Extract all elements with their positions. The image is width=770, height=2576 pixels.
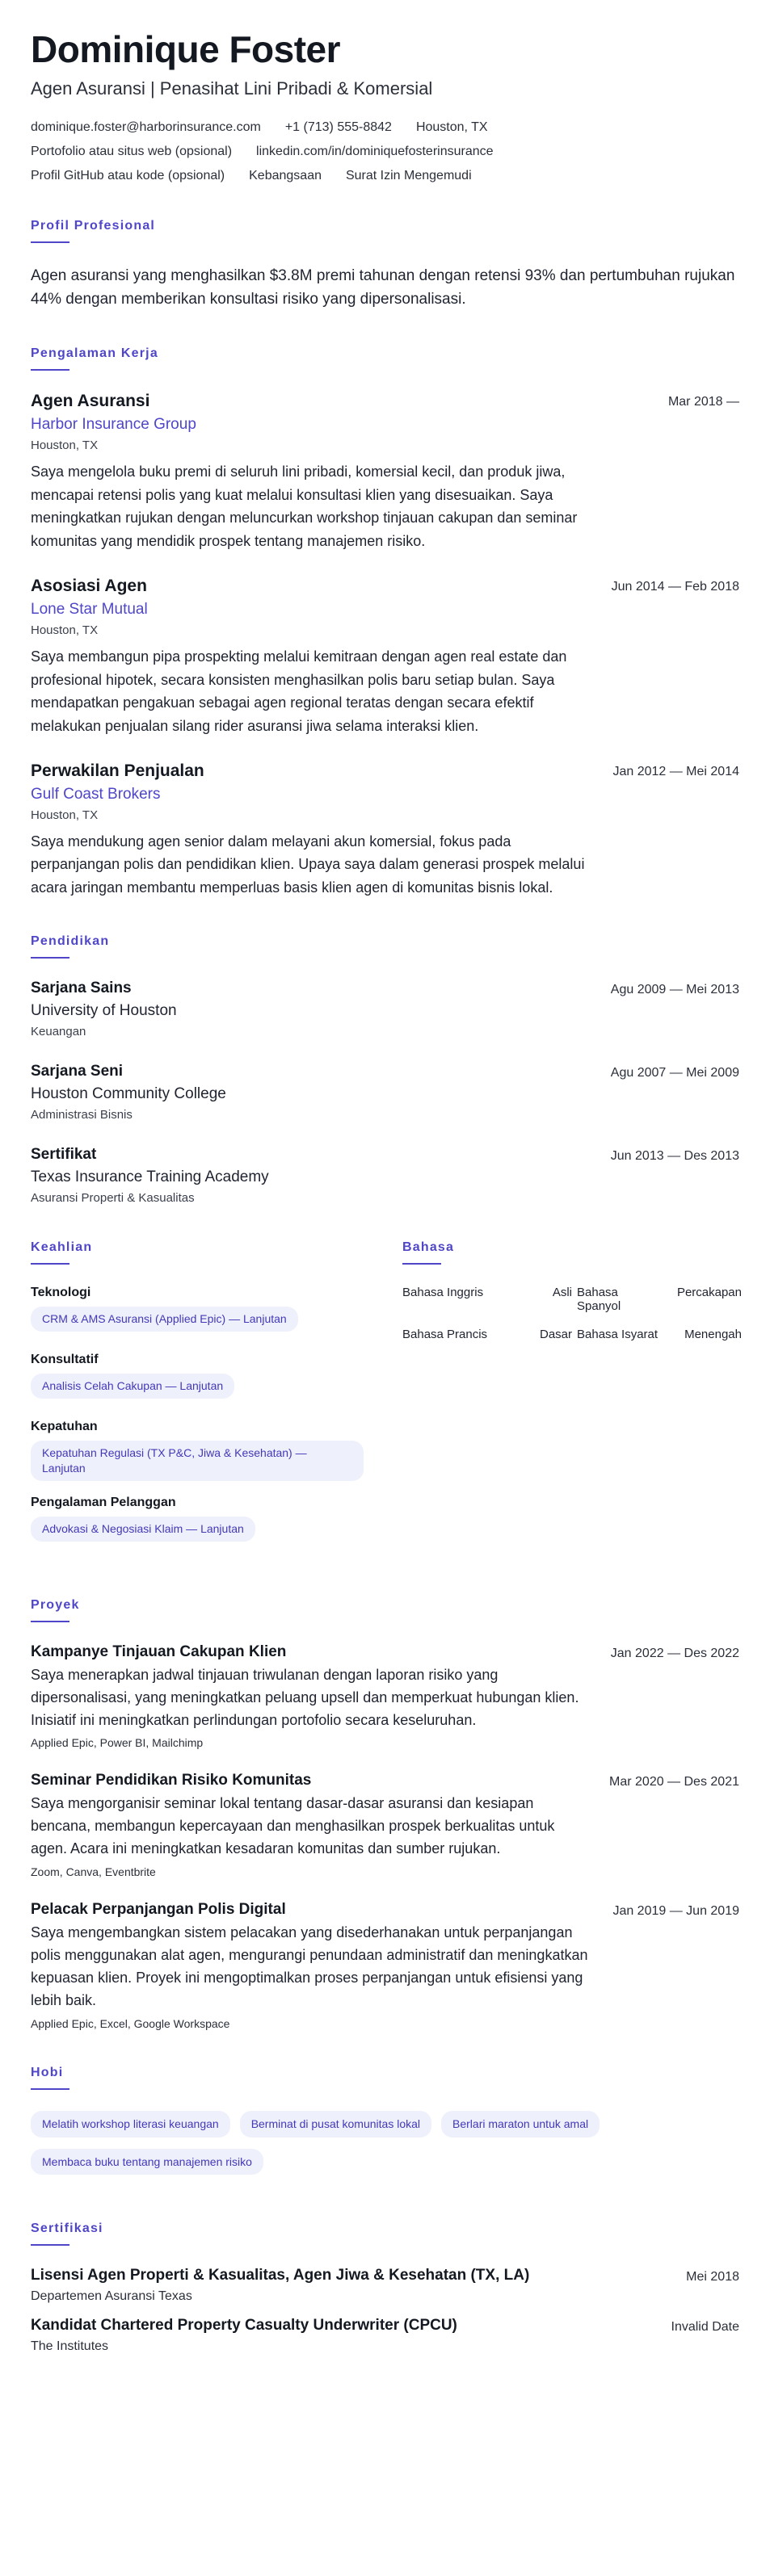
hobby-list	[31, 2111, 739, 2187]
school-name: University of Houston	[31, 1002, 177, 1020]
contact-website[interactable]: Portofolio atau situs web (opsional)	[31, 144, 233, 158]
contact-row-1	[31, 120, 739, 135]
education-dates: Agu 2009 — Mei 2013	[610, 983, 739, 997]
resume-header	[31, 29, 739, 183]
job-description: Saya mengelola buku premi di seluruh lini pribadi, komersial kecil, dan produk jiwa, mencapai retensi polis yang kuat melalui konsultasi klien yang disesuaikan. Saya meningkatkan rujukan dengan meluncurkan workshop tinjauan cakupan dan seminar komunitas yang mendidik prospek tentang manajemen risiko.	[31, 464, 578, 549]
candidate-headline: Agen Asuransi | Penasihat Lini Pribadi & Komersial	[31, 78, 433, 99]
section-divider	[31, 1263, 69, 1265]
language-level: Menengah	[684, 1328, 742, 1342]
field-of-study: Administrasi Bisnis	[31, 1108, 133, 1122]
skill-category: Teknologi	[31, 1286, 91, 1300]
project-tools: Applied Epic, Power BI, Mailchimp	[31, 1736, 204, 1750]
job-dates: Jun 2014 — Feb 2018	[611, 580, 739, 594]
certifications-section	[31, 2221, 739, 2354]
job-title: Agen Asuransi	[31, 392, 150, 411]
certification-name: Kandidat Chartered Property Casualty Underwriter (CPCU)	[31, 2317, 457, 2335]
project-dates: Jan 2019 — Jun 2019	[612, 1904, 739, 1919]
language-name: Bahasa Isyarat	[577, 1328, 658, 1342]
project-description: Saya mengorganisir seminar lokal tentang dasar-dasar asuransi dan kesiapan bencana, membangun kepercayaan dan menghasilkan prospek berkualitas untuk agen. Acara ini meningkatkan kesadaran komunitas dan sumber rujukan.	[31, 1795, 555, 1857]
section-divider	[31, 369, 69, 371]
section-divider	[402, 1263, 441, 1265]
job-description: Saya membangun pipa prospekting melalui kemitraan dengan agen real estate dan profesional hipotek, secara konsisten menghasilkan polis baru setiap bulan. Saya mendapatkan pengakuan sebagai agen regional teratas dengan secara efektif melakukan penjualan silang rider asuransi jiwa selama interaksi klien.	[31, 648, 567, 734]
project-entry	[31, 1772, 739, 1878]
section-divider	[31, 2244, 69, 2246]
candidate-name: Dominique Foster	[31, 28, 341, 70]
project-name: Kampanye Tinjauan Cakupan Klien	[31, 1643, 287, 1660]
section-divider	[31, 1621, 69, 1622]
certification-issuer: The Institutes	[31, 2339, 109, 2354]
job-dates: Jan 2012 — Mei 2014	[612, 764, 739, 778]
section-title-skills: Keahlian	[31, 1240, 93, 1255]
degree-name: Sarjana Sains	[31, 980, 132, 997]
profile-section	[31, 219, 739, 312]
hobby-chip: Berminat di pusat komunitas lokal	[240, 2111, 431, 2138]
section-divider	[31, 241, 69, 243]
contact-nationality: Kebangsaan	[249, 168, 322, 183]
contact-email[interactable]: dominique.foster@harborinsurance.com	[31, 120, 261, 134]
education-entry	[31, 980, 739, 1038]
contact-row-3	[31, 169, 739, 183]
skills-column	[31, 1240, 370, 1562]
school-name: Houston Community College	[31, 1085, 226, 1103]
project-tools: Applied Epic, Excel, Google Workspace	[31, 2016, 230, 2030]
certification-date: Invalid Date	[671, 2320, 739, 2335]
section-divider	[31, 957, 69, 959]
degree-name: Sarjana Seni	[31, 1063, 124, 1080]
skills-languages-section	[31, 1240, 742, 1562]
job-title: Perwakilan Penjualan	[31, 761, 204, 780]
profile-summary: Agen asuransi yang menghasilkan $3.8M premi tahunan dengan retensi 93% dan pertumbuhan rujukan 44% dengan memberikan konsultasi risiko yang dipersonalisasi.	[31, 266, 735, 308]
contact-phone[interactable]: +1 (713) 555-8842	[284, 120, 392, 134]
languages-column	[402, 1240, 742, 1562]
skill-category: Kepatuhan	[31, 1420, 98, 1434]
section-divider	[31, 2088, 69, 2090]
experience-section	[31, 346, 739, 899]
language-level: Percakapan	[676, 1286, 742, 1300]
education-dates: Jun 2013 — Des 2013	[610, 1149, 739, 1164]
contact-location: Houston, TX	[415, 120, 488, 134]
certification-issuer: Departemen Asuransi Texas	[31, 2289, 192, 2304]
skill-category: Pengalaman Pelanggan	[31, 1495, 176, 1509]
skill-chip: CRM & AMS Asuransi (Applied Epic) — Lanjutan	[31, 1307, 298, 1332]
project-dates: Mar 2020 — Des 2021	[609, 1775, 739, 1789]
job-location: Houston, TX	[31, 623, 99, 638]
education-entry	[31, 1146, 739, 1205]
projects-section	[31, 1598, 739, 2030]
field-of-study: Asuransi Properti & Kasualitas	[31, 1191, 195, 1206]
experience-entry	[31, 577, 739, 737]
education-dates: Agu 2007 — Mei 2009	[610, 1066, 739, 1080]
certification-entry	[31, 2267, 739, 2304]
language-name: Bahasa Prancis	[402, 1328, 488, 1342]
section-title-experience: Pengalaman Kerja	[31, 346, 158, 361]
contact-row-2	[31, 145, 739, 159]
hobby-chip: Melatih workshop literasi keuangan	[31, 2111, 230, 2138]
experience-entry	[31, 761, 739, 899]
education-entry	[31, 1063, 739, 1122]
contact-github[interactable]: Profil GitHub atau kode (opsional)	[31, 168, 225, 183]
job-location: Houston, TX	[31, 808, 99, 822]
language-level: Dasar	[539, 1328, 572, 1342]
job-title: Asosiasi Agen	[31, 577, 147, 596]
project-name: Seminar Pendidikan Risiko Komunitas	[31, 1772, 312, 1789]
skill-category: Konsultatif	[31, 1353, 99, 1367]
language-name: Bahasa Spanyol	[577, 1286, 621, 1314]
project-description: Saya mengembangkan sistem pelacakan yang disederhanakan untuk perpanjangan polis menggunakan alat agen, mengurangi penundaan administratif dan meningkatkan kepuasan klien. Proyek ini mengoptimalkan proses perpanjangan untuk efisiensi yang lebih baik.	[31, 1924, 588, 2008]
skill-group	[31, 1353, 370, 1405]
hobby-chip: Membaca buku tentang manajemen risiko	[31, 2149, 263, 2175]
project-tools: Zoom, Canva, Eventbrite	[31, 1865, 156, 1879]
section-title-certifications: Sertifikasi	[31, 2221, 103, 2236]
degree-name: Sertifikat	[31, 1146, 97, 1164]
company-name: Lone Star Mutual	[31, 601, 148, 619]
project-name: Pelacak Perpanjangan Polis Digital	[31, 1901, 286, 1919]
job-dates: Mar 2018 —	[667, 395, 739, 409]
skill-chip: Analisis Celah Cakupan — Lanjutan	[31, 1374, 234, 1399]
section-title-hobbies: Hobi	[31, 2065, 64, 2079]
field-of-study: Keuangan	[31, 1025, 86, 1039]
section-title-profile: Profil Profesional	[31, 218, 156, 233]
certification-entry	[31, 2317, 739, 2354]
school-name: Texas Insurance Training Academy	[31, 1168, 269, 1186]
job-description: Saya mendukung agen senior dalam melayani akun komersial, fokus pada perpanjangan polis dan pendidikan klien. Upaya saya dalam generasi prospek melalui acara jaringan membantu memperluas basis klien agen di komunitas bisnis lokal.	[31, 833, 585, 896]
project-entry	[31, 1643, 739, 1750]
company-name: Gulf Coast Brokers	[31, 785, 161, 803]
hobbies-section	[31, 2066, 739, 2187]
section-title-education: Pendidikan	[31, 934, 110, 949]
certification-name: Lisensi Agen Properti & Kasualitas, Agen Jiwa & Kesehatan (TX, LA)	[31, 2267, 530, 2284]
skill-group	[31, 1286, 370, 1338]
certification-date: Mei 2018	[686, 2270, 739, 2284]
skill-group	[31, 1496, 370, 1548]
experience-entry	[31, 392, 739, 552]
section-title-languages: Bahasa	[402, 1240, 455, 1255]
project-description: Saya menerapkan jadwal tinjauan triwulanan dengan laporan risiko yang dipersonalisasi, yang meningkatkan peluang upsell dan memperkuat hubungan klien. Inisiatif ini meningkatkan perlindungan portofolio secara keseluruhan.	[31, 1666, 579, 1728]
company-name: Harbor Insurance Group	[31, 416, 196, 434]
skill-chip: Advokasi & Negosiasi Klaim — Lanjutan	[31, 1517, 255, 1542]
project-entry	[31, 1901, 739, 2030]
skill-chip: Kepatuhan Regulasi (TX P&C, Jiwa & Kesehatan) — Lanjutan	[31, 1441, 364, 1481]
hobby-chip: Berlari maraton untuk amal	[441, 2111, 600, 2138]
job-location: Houston, TX	[31, 438, 99, 453]
skill-group	[31, 1420, 370, 1481]
education-section	[31, 934, 739, 1205]
languages-grid	[402, 1286, 742, 1341]
language-level: Asli	[552, 1286, 572, 1300]
project-dates: Jan 2022 — Des 2022	[610, 1646, 739, 1660]
contact-linkedin[interactable]: linkedin.com/in/dominiquefosterinsurance	[256, 144, 494, 158]
language-name: Bahasa Inggris	[402, 1286, 484, 1300]
contact-driving-license: Surat Izin Mengemudi	[345, 168, 472, 183]
section-title-projects: Proyek	[31, 1597, 80, 1612]
